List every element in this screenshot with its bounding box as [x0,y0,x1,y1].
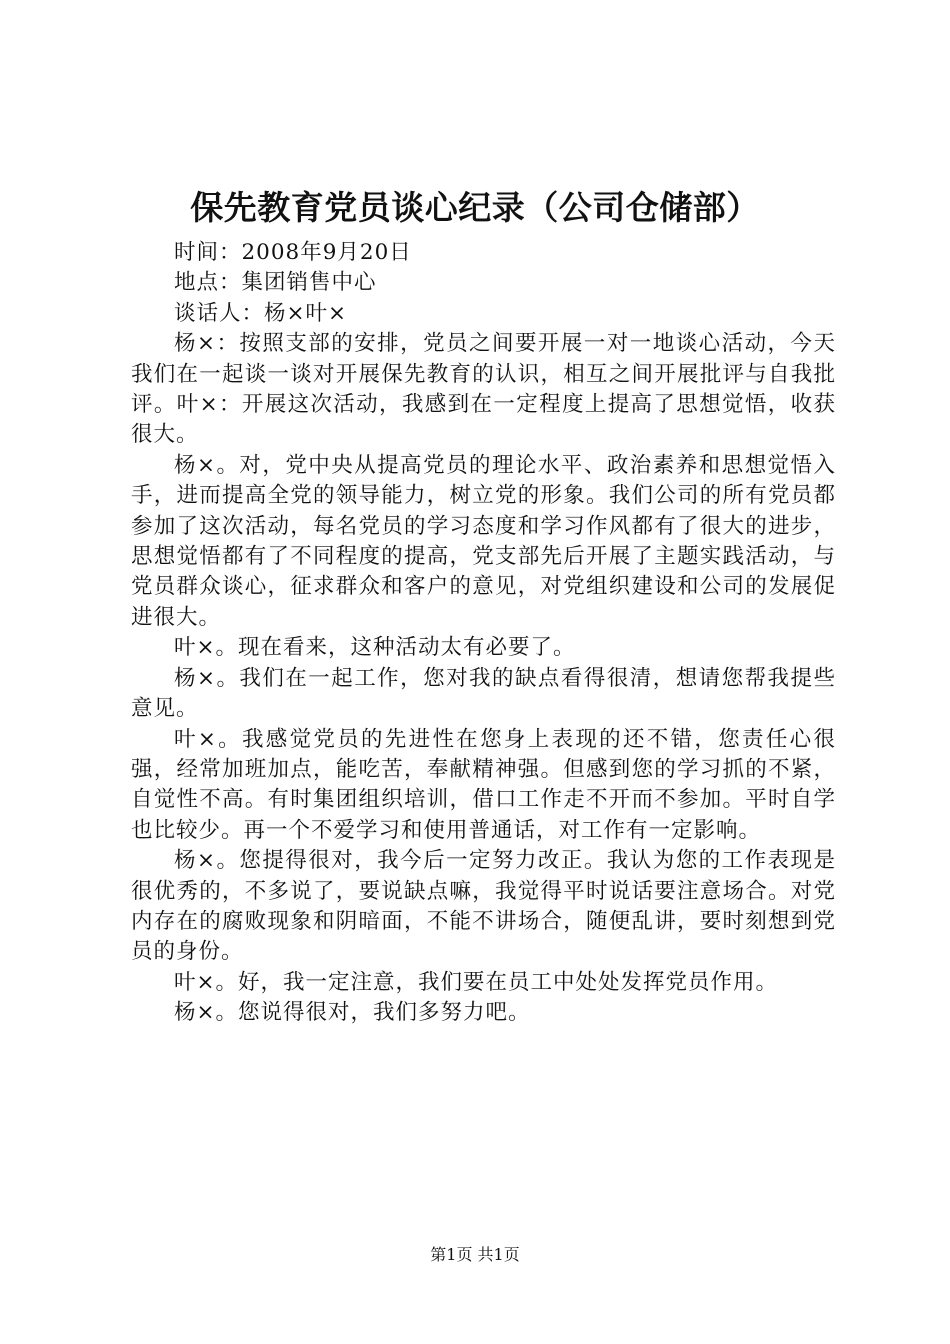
paragraph: 叶×。我感觉党员的先进性在您身上表现的还不错，您责任心很强，经常加班加点，能吃苦，奉献精神强。但感到您的学习抓的不紧，自觉性不高。有时集团组织培训，借口工作走不开而不参加。平时自学也比较少。再一个不爱学习和使用普通话，对工作有一定影响。 [131,726,836,843]
paragraph: 杨×。您说得很对，我们多努力吧。 [174,1000,531,1026]
meta-time: 时间：2008年9月20日 [174,240,412,265]
page-footer: 第1页 共1页 [430,1245,520,1264]
meta-speakers: 谈话人：杨×叶× [174,300,348,326]
paragraph: 杨×。我们在一起工作，您对我的缺点看得很清，想请您帮我提些意见。 [131,665,836,722]
paragraph: 叶×。现在看来，这种活动太有必要了。 [174,635,576,661]
document-body [131,238,836,1029]
paragraph: 杨×。对，党中央从提高党员的理论水平、政治素养和思想觉悟入手，进而提高全党的领导能力，树立党的形象。我们公司的所有党员都参加了这次活动，每名党员的学习态度和学习作风都有了很大的进步，思想觉悟都有了不同程度的提高，党支部先后开展了主题实践活动，与党员群众谈心，征求群众和客户的意见，对党组织建设和公司的发展促进很大。 [131,452,836,630]
paragraph: 叶×。好，我一定注意，我们要在员工中处处发挥党员作用。 [174,969,779,995]
document-title: 保先教育党员谈心纪录（公司仓储部） [190,188,760,227]
paragraph: 杨×：按照支部的安排，党员之间要开展一对一地谈心活动，今天我们在一起谈一谈对开展保先教育的认识，相互之间开展批评与自我批评。叶×：开展这次活动，我感到在一定程度上提高了思想觉悟，收获很大。 [131,331,836,448]
meta-place: 地点：集团销售中心 [174,270,377,296]
paragraph: 杨×。您提得很对，我今后一定努力改正。我认为您的工作表现是很优秀的，不多说了，要说缺点嘛，我觉得平时说话要注意场合。对党内存在的腐败现象和阴暗面，不能不讲场合，随便乱讲，要时刻想到党员的身份。 [131,848,836,965]
